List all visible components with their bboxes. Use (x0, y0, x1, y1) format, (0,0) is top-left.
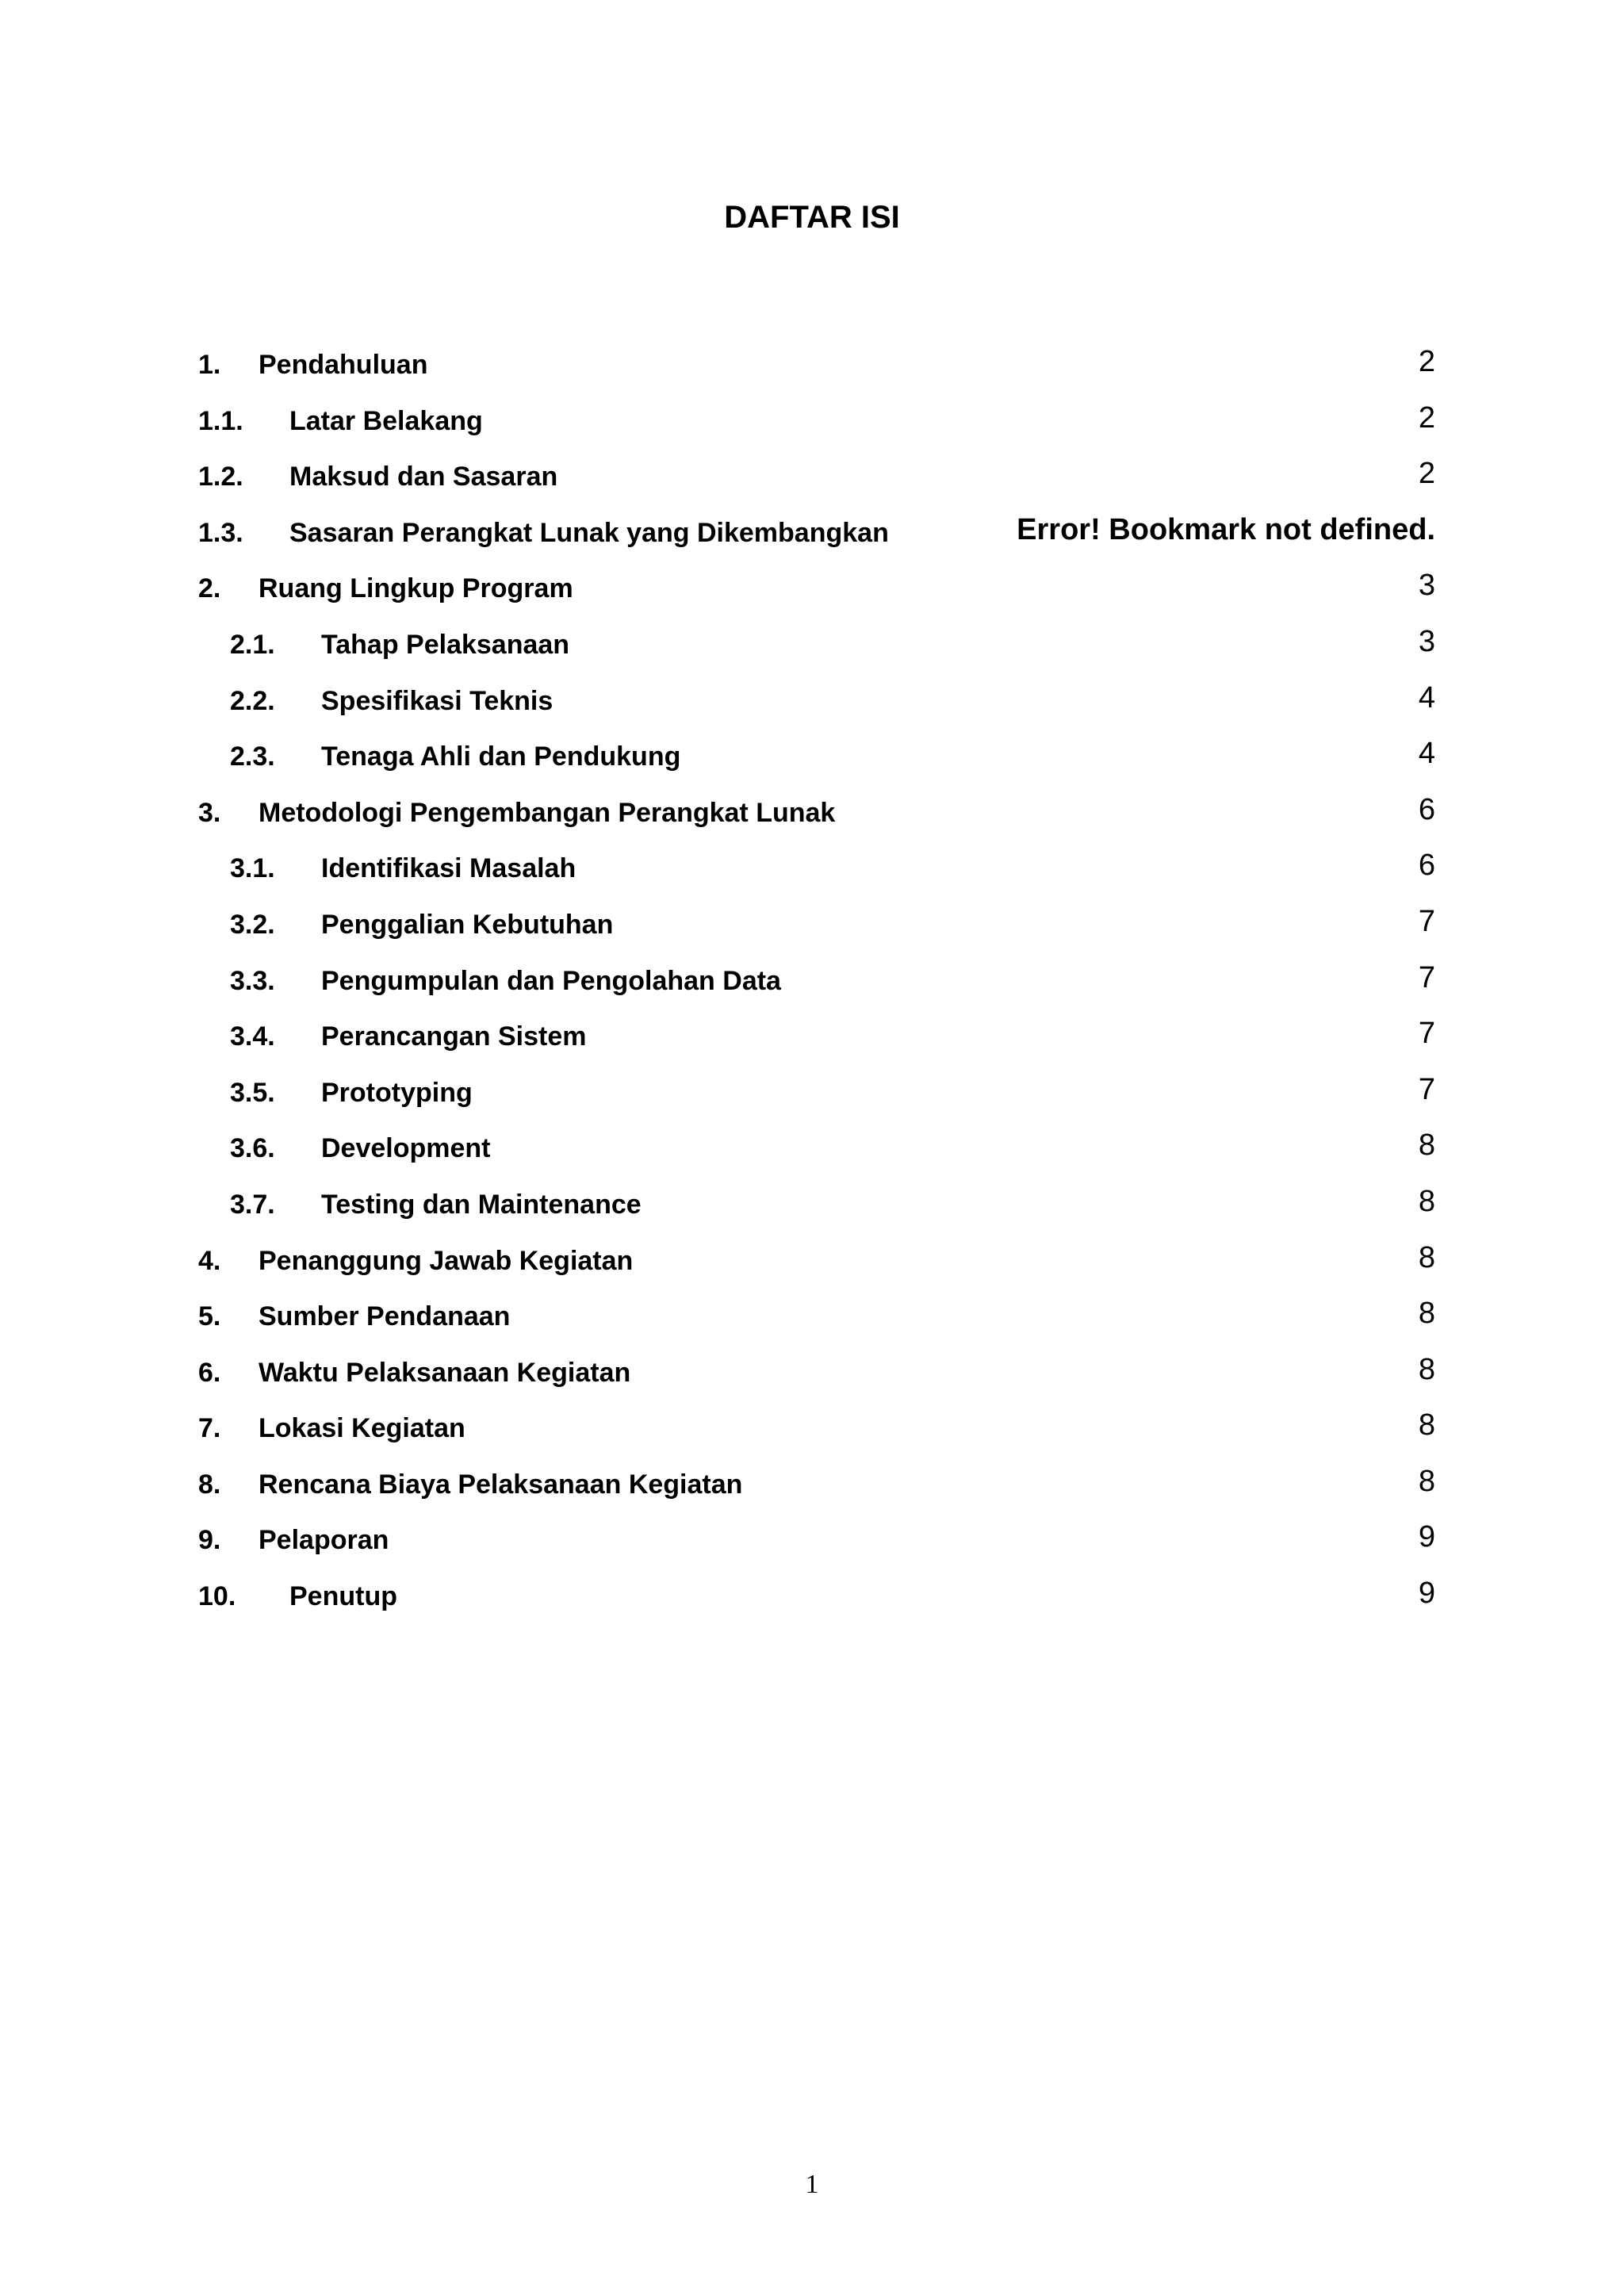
toc-entry-page-number: 4 (1418, 680, 1435, 715)
toc-entry-page-number: 9 (1418, 1577, 1435, 1611)
table-of-contents (0, 343, 1624, 1630)
toc-entry-number: 9. (198, 1525, 221, 1556)
toc-entry-page-number: 8 (1418, 1464, 1435, 1498)
toc-entry-page-number: 2 (1418, 457, 1435, 491)
toc-entry-page-number: Error! Bookmark not defined. (1017, 512, 1435, 546)
toc-entry-title: Tahap Pelaksanaan (321, 629, 570, 660)
toc-entry-title: Penggalian Kebutuhan (321, 909, 614, 940)
toc-entry[interactable] (0, 399, 1624, 455)
toc-entry[interactable] (0, 846, 1624, 902)
toc-entry-title: Ruang Lingkup Program (259, 573, 573, 604)
toc-entry-page-number: 8 (1418, 1240, 1435, 1274)
toc-entry-number: 1.1. (198, 405, 243, 436)
toc-entry[interactable] (0, 1351, 1624, 1407)
toc-entry-number: 5. (198, 1301, 221, 1332)
toc-entry-title: Sasaran Perangkat Lunak yang Dikembangkan (289, 517, 889, 548)
toc-entry-number: 6. (198, 1357, 221, 1388)
toc-entry-title: Pendahuluan (259, 350, 428, 380)
page-title: DAFTAR ISI (724, 200, 900, 235)
toc-entry-number: 2. (198, 573, 221, 604)
toc-entry-number: 3.3. (230, 965, 275, 996)
toc-entry-page-number: 7 (1418, 1072, 1435, 1106)
toc-entry-number: 1.2. (198, 462, 243, 492)
toc-entry[interactable] (0, 1462, 1624, 1519)
toc-entry-page-number: 8 (1418, 1297, 1435, 1331)
toc-entry-title: Tenaga Ahli dan Pendukung (321, 741, 681, 772)
toc-entry-number: 2.2. (230, 685, 275, 716)
toc-entry-page-number: 2 (1418, 345, 1435, 378)
toc-entry-number: 2.1. (230, 629, 275, 660)
toc-entry-page-number: 3 (1418, 624, 1435, 658)
toc-entry-page-number: 6 (1418, 792, 1435, 826)
toc-entry-number: 2.3. (230, 741, 275, 772)
toc-entry-title: Latar Belakang (289, 405, 483, 436)
toc-entry[interactable] (0, 623, 1624, 679)
toc-entry-title: Testing dan Maintenance (321, 1189, 642, 1220)
toc-entry-number: 7. (198, 1413, 221, 1444)
toc-entry-number: 1. (198, 350, 221, 380)
toc-entry-title: Rencana Biaya Pelaksanaan Kegiatan (259, 1469, 743, 1500)
toc-entry-number: 10. (198, 1581, 236, 1612)
toc-entry[interactable] (0, 1071, 1624, 1127)
toc-entry-page-number: 7 (1418, 904, 1435, 938)
toc-entry[interactable] (0, 1126, 1624, 1182)
toc-entry-title: Spesifikasi Teknis (321, 685, 553, 716)
toc-entry-number: 4. (198, 1245, 221, 1276)
toc-entry-number: 1.3. (198, 517, 243, 548)
toc-entry-title: Penanggung Jawab Kegiatan (259, 1245, 634, 1276)
toc-entry-title: Sumber Pendanaan (259, 1301, 511, 1332)
toc-entry-title: Penutup (289, 1581, 397, 1612)
toc-entry[interactable] (0, 734, 1624, 791)
toc-entry[interactable] (0, 791, 1624, 847)
toc-entry-number: 3.1. (230, 853, 275, 884)
toc-entry-page-number: 3 (1418, 569, 1435, 603)
toc-entry-title: Pelaporan (259, 1525, 389, 1556)
toc-entry-title: Maksud dan Sasaran (289, 462, 558, 492)
toc-entry[interactable] (0, 454, 1624, 511)
toc-entry-title: Lokasi Kegiatan (259, 1413, 465, 1444)
toc-entry[interactable] (0, 566, 1624, 623)
toc-entry[interactable] (0, 1294, 1624, 1351)
toc-entry-title: Development (321, 1133, 491, 1164)
toc-entry-number: 3.2. (230, 909, 275, 940)
toc-entry-number: 3.5. (230, 1077, 275, 1108)
toc-entry-page-number: 7 (1418, 960, 1435, 994)
toc-entry-title: Perancangan Sistem (321, 1021, 587, 1052)
toc-entry-page-number: 6 (1418, 849, 1435, 883)
toc-entry[interactable] (0, 1014, 1624, 1071)
toc-entry-page-number: 7 (1418, 1017, 1435, 1051)
toc-entry[interactable] (0, 679, 1624, 735)
toc-entry[interactable] (0, 1182, 1624, 1239)
toc-entry[interactable] (0, 1574, 1624, 1630)
toc-entry-title: Prototyping (321, 1077, 473, 1108)
toc-entry[interactable] (0, 511, 1624, 567)
toc-entry-title: Identifikasi Masalah (321, 853, 576, 884)
page-number: 1 (805, 2170, 819, 2199)
toc-entry-title: Metodologi Pengembangan Perangkat Lunak (259, 797, 836, 828)
toc-entry-page-number: 8 (1418, 1408, 1435, 1443)
toc-entry-number: 3. (198, 797, 221, 828)
toc-entry[interactable] (0, 343, 1624, 399)
toc-entry[interactable] (0, 1518, 1624, 1574)
toc-entry-page-number: 8 (1418, 1352, 1435, 1386)
toc-entry-page-number: 2 (1418, 400, 1435, 435)
toc-entry[interactable] (0, 1406, 1624, 1462)
toc-entry[interactable] (0, 1239, 1624, 1295)
toc-entry-title: Waktu Pelaksanaan Kegiatan (259, 1357, 631, 1388)
toc-entry[interactable] (0, 959, 1624, 1015)
toc-entry-number: 3.7. (230, 1189, 275, 1220)
toc-entry-number: 3.4. (230, 1021, 275, 1052)
toc-entry-page-number: 8 (1418, 1184, 1435, 1218)
toc-entry-page-number: 4 (1418, 737, 1435, 771)
toc-entry-page-number: 9 (1418, 1520, 1435, 1554)
toc-entry-page-number: 8 (1418, 1128, 1435, 1163)
toc-entry[interactable] (0, 902, 1624, 959)
toc-entry-number: 8. (198, 1469, 221, 1500)
toc-entry-title: Pengumpulan dan Pengolahan Data (321, 965, 781, 996)
toc-entry-number: 3.6. (230, 1133, 275, 1164)
